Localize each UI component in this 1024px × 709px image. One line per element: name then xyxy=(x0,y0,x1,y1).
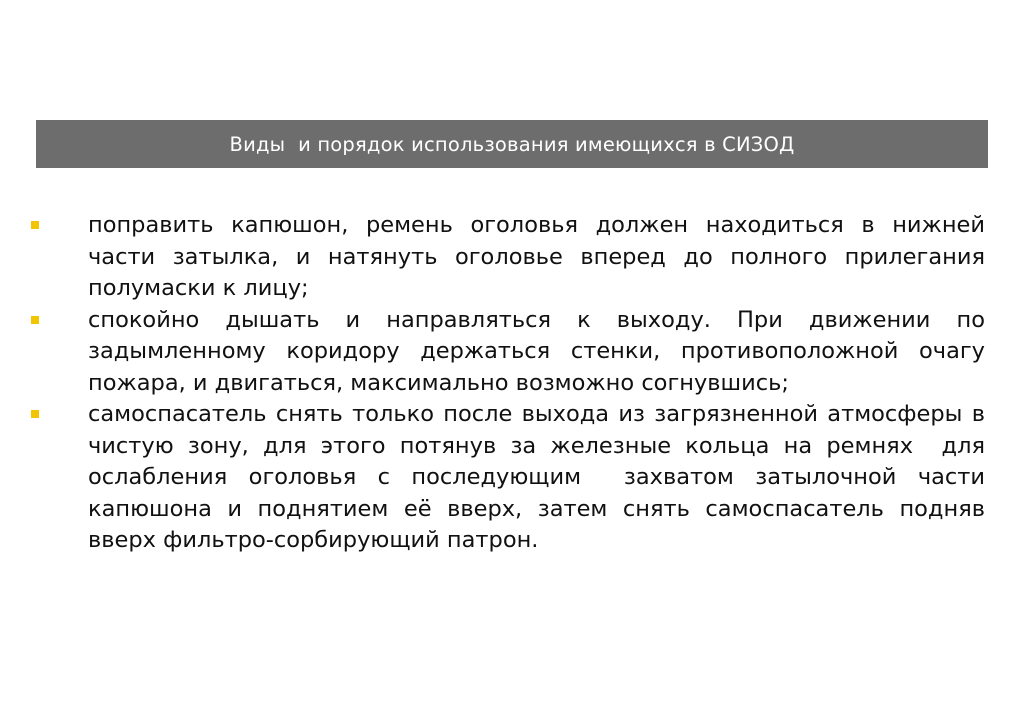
slide-title-bar xyxy=(36,120,988,168)
slide-title: Виды и порядок использования имеющихся в СИЗОД xyxy=(229,132,795,156)
list-item-text: поправить капюшон, ремень оголовья должен находиться в нижней части затылка, и натянуть оголовье вперед до полного прилегания полумаски к лицу; xyxy=(88,212,993,301)
list-item xyxy=(0,399,1024,557)
bullet-square-icon xyxy=(31,410,39,418)
list-item xyxy=(0,305,1024,400)
list-item-text: самоспасатель снять только после выхода из загрязненной атмосферы в чистую зону, для этого потянув за железные кольца на ремнях для ослабления оголовья с последующим захватом затылочной части капюшона и поднятием её вверх, затем снять самоспасатель подняв вверх фильтро-сорбирующий патрон. xyxy=(88,401,993,553)
bullet-square-icon xyxy=(31,316,39,324)
list-item xyxy=(0,210,1024,305)
bullet-square-icon xyxy=(31,221,39,229)
instruction-list xyxy=(0,210,1024,557)
list-item-text: спокойно дышать и направляться к выходу. При движении по задымленному коридору держаться стенки, противоположной очагу пожара, и двигаться, максимально возможно согнувшись; xyxy=(88,306,993,396)
